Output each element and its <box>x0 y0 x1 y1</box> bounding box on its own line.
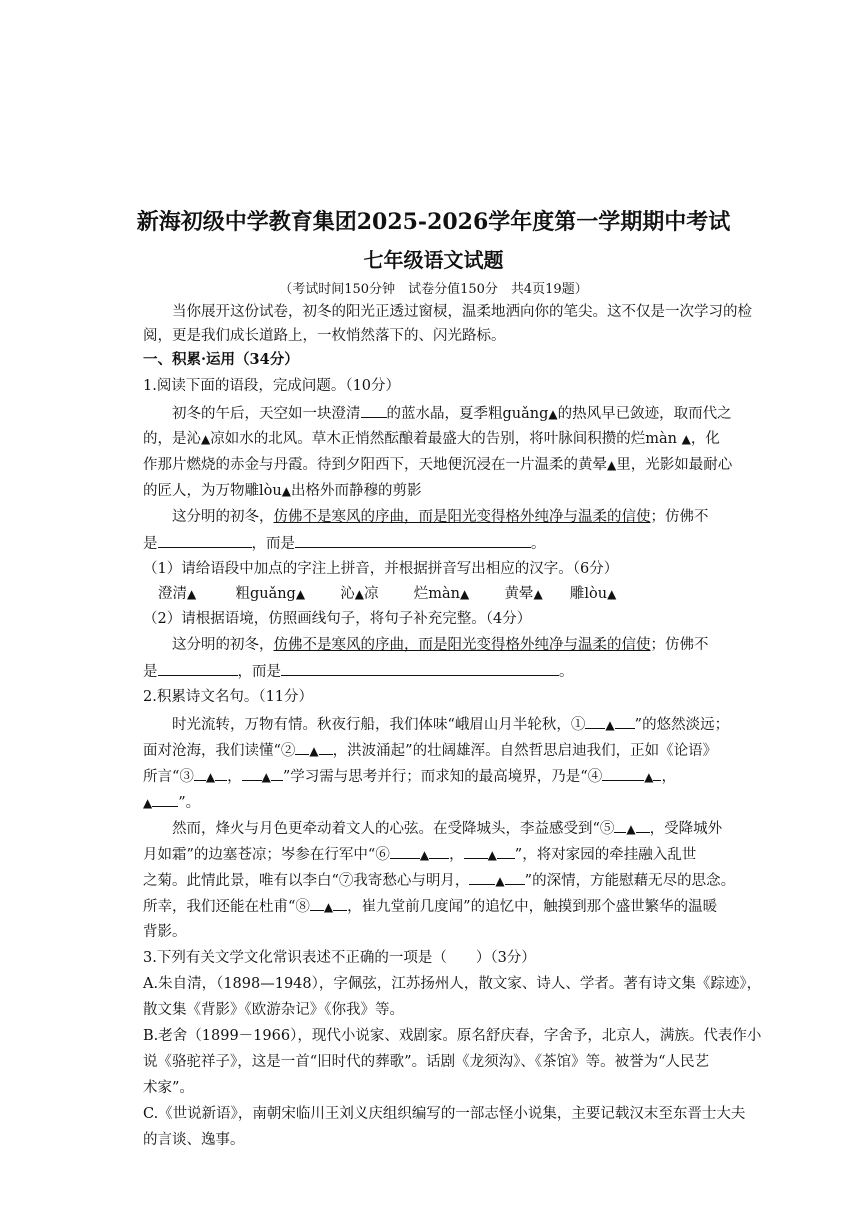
item-label: 沁 <box>340 586 355 602</box>
q3-option-b-line-3: 术家”。 <box>143 1080 194 1096</box>
q3-option-c-line-2: 的言谈、逸事。 <box>143 1132 245 1148</box>
q1-para-line-5 <box>172 507 709 527</box>
text: ，而是 <box>237 664 281 680</box>
q1-sub1: （1）请给语段中加点的字注上拼音，并根据拼音写出相应的汉字。（6分） <box>143 561 619 577</box>
triangle-mark: ▲ <box>644 770 654 784</box>
blank[interactable] <box>497 844 515 859</box>
triangle-mark: ▲ <box>354 587 365 601</box>
text: 凉如水的北风。草木正悄然酝酿着最盛大的告别，将叶脉间积攒的烂màn <box>210 431 677 447</box>
q2-line-2 <box>143 740 717 761</box>
blank[interactable] <box>271 766 283 781</box>
text: ，化 <box>690 431 720 447</box>
text: 月如霜”的边塞苍凉；岑参在行军中“⑥ <box>143 847 390 863</box>
blank[interactable] <box>281 661 559 676</box>
triangle-mark: ▲ <box>201 432 211 446</box>
text: 然而，烽火与月色更牵动着文人的心弦。在受降城头，李益感受到“⑤ <box>172 821 615 837</box>
q1-para-line-2 <box>143 429 720 449</box>
text: ， <box>227 769 242 785</box>
text: ，洪波涌起”的壮阔雄浑。自然哲思启迪我们，正如《论语》 <box>332 743 718 759</box>
triangle-mark: ▲ <box>605 718 615 732</box>
text: ；仿佛不 <box>650 509 709 525</box>
triangle-mark: ▲ <box>487 848 497 862</box>
text: 是 <box>143 664 158 680</box>
text: ，受降城外 <box>649 821 723 837</box>
text: 的匠人，为万物雕lòu <box>143 483 282 499</box>
triangle-mark: ▲ <box>495 874 505 888</box>
q3-option-b-line-2: 说《骆驼祥子》，这是一首“旧时代的葬歌”。话剧《龙须沟》、《茶馆》等。被誉为“人民艺 <box>143 1054 709 1070</box>
q1-rewrite-line-2 <box>143 661 574 682</box>
q2-line-8 <box>143 896 717 917</box>
triangle-mark: ▲ <box>533 587 543 601</box>
triangle-mark: ▲ <box>607 587 617 601</box>
blank[interactable] <box>319 740 333 755</box>
q1-para-line-3 <box>143 455 732 475</box>
blank[interactable] <box>194 766 206 781</box>
blank[interactable] <box>469 870 495 885</box>
q1-rewrite-line-1 <box>172 635 709 655</box>
blank[interactable] <box>390 844 420 859</box>
blank[interactable] <box>215 766 227 781</box>
q3-option-c-line-1: C.《世说新语》，南朝宋临川王刘义庆组织编写的一部志怪小说集，主要记载汉末至东晋士大夫 <box>143 1106 746 1122</box>
triangle-mark: ▲ <box>681 432 691 446</box>
blank[interactable] <box>333 896 347 911</box>
text: 时光流转，万物有情。秋夜行船，我们体味“峨眉山月半轮秋， <box>172 717 571 733</box>
blank[interactable] <box>615 714 635 729</box>
intro-line-1: 当你展开这份试卷，初冬的阳光正透过窗棂，温柔地洒向你的笔尖。这不仅是一次学习的检 <box>172 304 752 320</box>
text: 是 <box>143 536 158 552</box>
text: 这分明的初冬， <box>172 637 274 653</box>
triangle-mark: ▲ <box>187 587 197 601</box>
text: 的蓝水晶，夏季粗guǎng <box>386 406 549 422</box>
blank[interactable] <box>585 714 605 729</box>
text: ”的深情，方能慰藉无尽的思念。 <box>524 873 736 889</box>
q1-para-line-1 <box>172 403 732 424</box>
exam-subtitle: 七年级语文试题 <box>363 248 504 272</box>
text: ， <box>661 769 676 785</box>
triangle-mark: ▲ <box>261 770 271 784</box>
item-label: 澄清 <box>158 586 187 602</box>
text: 所言“③ <box>143 769 194 785</box>
intro-line-2: 阅，更是我们成长道路上，一枚悄然落下的、闪光路标。 <box>143 328 506 344</box>
text: 作那片燃烧的赤金与丹霞。待到夕阳西下，天地便沉浸在一片温柔的黄晕 <box>143 457 607 473</box>
text: 里，光影如最耐心 <box>616 457 733 473</box>
q2-line-5 <box>172 818 722 839</box>
exam-title: 新海初级中学教育集团2025-2026学年度第一学期期中考试 <box>136 209 731 235</box>
item-label: 凉 <box>364 586 379 602</box>
q1-para-line-4 <box>143 481 421 501</box>
item-label: 雕lòu <box>569 586 608 602</box>
text: 所幸，我们还能在杜甫“⑧ <box>143 899 310 915</box>
q2-line-9: 背影。 <box>143 924 187 940</box>
text: 出格外而静穆的剪影 <box>290 483 422 499</box>
text: ”的悠然淡远； <box>634 717 730 733</box>
blank[interactable] <box>464 844 488 859</box>
triangle-mark: ▲ <box>419 848 430 862</box>
q1-answer-items <box>158 584 616 604</box>
text: ，崔九堂前几度闻”的追忆中，触摸到那个盛世繁华的温暖 <box>347 899 718 915</box>
text: 面对沧海，我们读懂“② <box>143 743 296 759</box>
blank[interactable] <box>614 818 626 833</box>
blank[interactable] <box>429 844 449 859</box>
triangle-mark: ▲ <box>626 822 636 836</box>
q3-option-a-line-1: A.朱自清，（1898—1948），字佩弦，江苏扬州人，散文家、诗人、学者。著有诗文集《踪迹》， <box>143 976 762 992</box>
text: ① <box>570 717 586 733</box>
q3-option-b-line-1: B.老舍（1899－1966），现代小说家、戏剧家。原名舒庆春，字舍予，北京人，满族。代表作小 <box>143 1028 762 1044</box>
blank[interactable] <box>158 533 252 548</box>
triangle-mark: ▲ <box>323 900 334 914</box>
q2-line-1 <box>172 714 729 735</box>
q2-line-4 <box>143 792 200 813</box>
item-label: 粗guǎng <box>235 586 296 602</box>
q3-stem: 3.下列有关文学文化常识表述不正确的一项是（ ）（3分） <box>143 950 536 966</box>
triangle-mark: ▲ <box>143 796 153 810</box>
q1-para-line-6 <box>143 533 546 554</box>
blank[interactable] <box>636 818 650 833</box>
text: ”学习需与思考并行；而求知的最高境界，乃是“④ <box>282 769 603 785</box>
blank[interactable] <box>505 870 525 885</box>
triangle-mark: ▲ <box>205 770 216 784</box>
q2-line-7 <box>143 870 735 891</box>
q2-line-6 <box>143 844 696 865</box>
triangle-mark: ▲ <box>548 407 558 421</box>
section-heading: 一、积累·运用（34分） <box>143 351 299 368</box>
text: 的热风早已敛迹，取而代之 <box>557 406 732 422</box>
item-label: 烂màn <box>413 586 460 602</box>
text: ”，将对家园的牵挂融入乱世 <box>514 847 697 863</box>
blank[interactable] <box>310 896 324 911</box>
triangle-mark: ▲ <box>309 744 319 758</box>
text: ，而是 <box>251 536 295 552</box>
text: 。 <box>531 536 546 552</box>
q3-option-a-line-2: 散文集《背影》《欧游杂记》《你我》等。 <box>143 1002 404 1018</box>
triangle-mark: ▲ <box>281 484 291 498</box>
text: 这分明的初冬， <box>172 509 274 525</box>
blank[interactable] <box>361 403 387 418</box>
triangle-mark: ▲ <box>295 587 306 601</box>
text: 之菊。此情此景，唯有以李白“⑦我寄愁心与明月， <box>143 873 470 889</box>
triangle-mark: ▲ <box>459 587 470 601</box>
exam-info: （考试时间150分钟 试卷分值150分 共4页19题） <box>279 282 588 297</box>
text: 的，是沁 <box>143 431 201 447</box>
q1-sub2: （2）请根据语境，仿照画线句子，将句子补充完整。（4分） <box>143 611 532 627</box>
triangle-mark: ▲ <box>607 458 617 472</box>
text: ”。 <box>178 795 201 811</box>
blank[interactable] <box>158 661 238 676</box>
q1-stem: 1.阅读下面的语段，完成问题。（10分） <box>143 378 401 394</box>
blank[interactable] <box>602 766 644 781</box>
text: 初冬的午后，天空如一块澄清 <box>172 406 361 422</box>
text: ， <box>449 847 464 863</box>
underlined-sentence: 仿佛不是寒风的序曲，而是阳光变得格外纯净与温柔的信使 <box>273 509 651 525</box>
text: ；仿佛不 <box>650 637 709 653</box>
underlined-sentence: 仿佛不是寒风的序曲，而是阳光变得格外纯净与温柔的信使 <box>273 637 651 653</box>
blank[interactable] <box>242 766 262 781</box>
blank[interactable] <box>295 533 531 548</box>
item-label: 黄晕 <box>504 586 534 602</box>
q2-stem: 2.积累诗文名句。（11分） <box>143 689 314 705</box>
blank[interactable] <box>152 792 178 807</box>
blank[interactable] <box>295 740 309 755</box>
text: 。 <box>559 664 574 680</box>
q2-line-3 <box>143 766 676 787</box>
